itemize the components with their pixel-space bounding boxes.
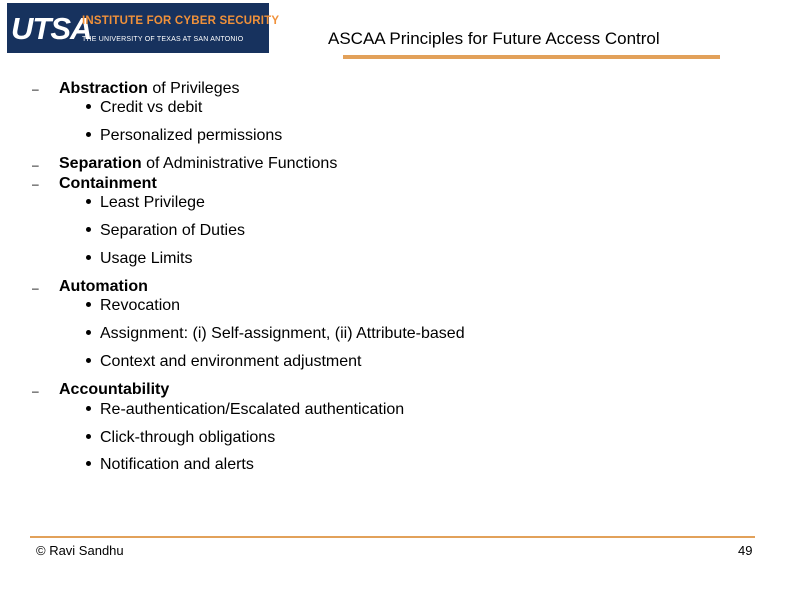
bullet-text: Notification and alerts: [100, 456, 254, 473]
dash-marker: –: [32, 281, 39, 295]
logo-university-text: THE UNIVERSITY OF TEXAS AT SAN ANTONIO: [82, 36, 244, 43]
logo-wordmark: UTSA: [11, 11, 92, 46]
bullet-icon: [86, 104, 91, 109]
bullet-item: [86, 249, 192, 269]
section-heading: [59, 79, 240, 99]
bullet-icon: [86, 302, 91, 307]
bullet-text: Click-through obligations: [100, 429, 276, 446]
bullet-icon: [86, 330, 91, 335]
heading-rest: of Administrative Functions: [141, 155, 338, 172]
bullet-icon: [86, 358, 91, 363]
bullet-item: [86, 193, 205, 213]
bullet-item: [86, 296, 180, 316]
bullet-item: [86, 428, 275, 448]
bullet-icon: [86, 227, 91, 232]
bullet-icon: [86, 461, 91, 466]
section-heading: [59, 277, 148, 297]
footer-copyright: © Ravi Sandhu: [36, 543, 124, 558]
bullet-item: [86, 455, 254, 475]
dash-marker: –: [32, 82, 39, 96]
dash-marker: –: [32, 177, 39, 191]
bullet-text: Usage Limits: [100, 250, 193, 267]
heading-bold: Accountability: [59, 381, 170, 398]
bullet-text: Assignment: (i) Self-assignment, (ii) Attribute-based: [100, 325, 465, 342]
bullet-icon: [86, 199, 91, 204]
bullet-text: Re-authentication/Escalated authentication: [100, 401, 405, 418]
bullet-icon: [86, 132, 91, 137]
slide-title: ASCAA Principles for Future Access Control: [328, 29, 660, 48]
bullet-item: [86, 126, 282, 146]
heading-bold: Abstraction: [59, 80, 148, 97]
bullet-text: Context and environment adjustment: [100, 353, 362, 370]
dash-marker: –: [32, 158, 39, 172]
footer-rule: [30, 536, 755, 538]
section-heading: [59, 380, 169, 400]
bullet-item: [86, 352, 361, 372]
bullet-icon: [86, 434, 91, 439]
bullet-icon: [86, 406, 91, 411]
bullet-text: Separation of Duties: [100, 222, 245, 239]
bullet-icon: [86, 255, 91, 260]
bullet-item: [86, 98, 202, 118]
bullet-item: [86, 221, 245, 241]
section-heading: [59, 154, 337, 174]
bullet-item: [86, 400, 404, 420]
bullet-text: Personalized permissions: [100, 127, 283, 144]
heading-bold: Automation: [59, 278, 148, 295]
heading-bold: Separation: [59, 155, 142, 172]
heading-rest: of Privileges: [147, 80, 240, 97]
heading-bold: Containment: [59, 175, 157, 192]
bullet-item: [86, 324, 465, 344]
bullet-text: Revocation: [100, 297, 181, 314]
bullet-text: Least Privilege: [100, 194, 205, 211]
section-heading: [59, 174, 157, 194]
logo-institute-text: INSTITUTE FOR CYBER SECURITY: [82, 15, 280, 27]
bullet-text: Credit vs debit: [100, 99, 203, 116]
dash-marker: –: [32, 384, 39, 398]
page-number: 49: [738, 543, 753, 558]
